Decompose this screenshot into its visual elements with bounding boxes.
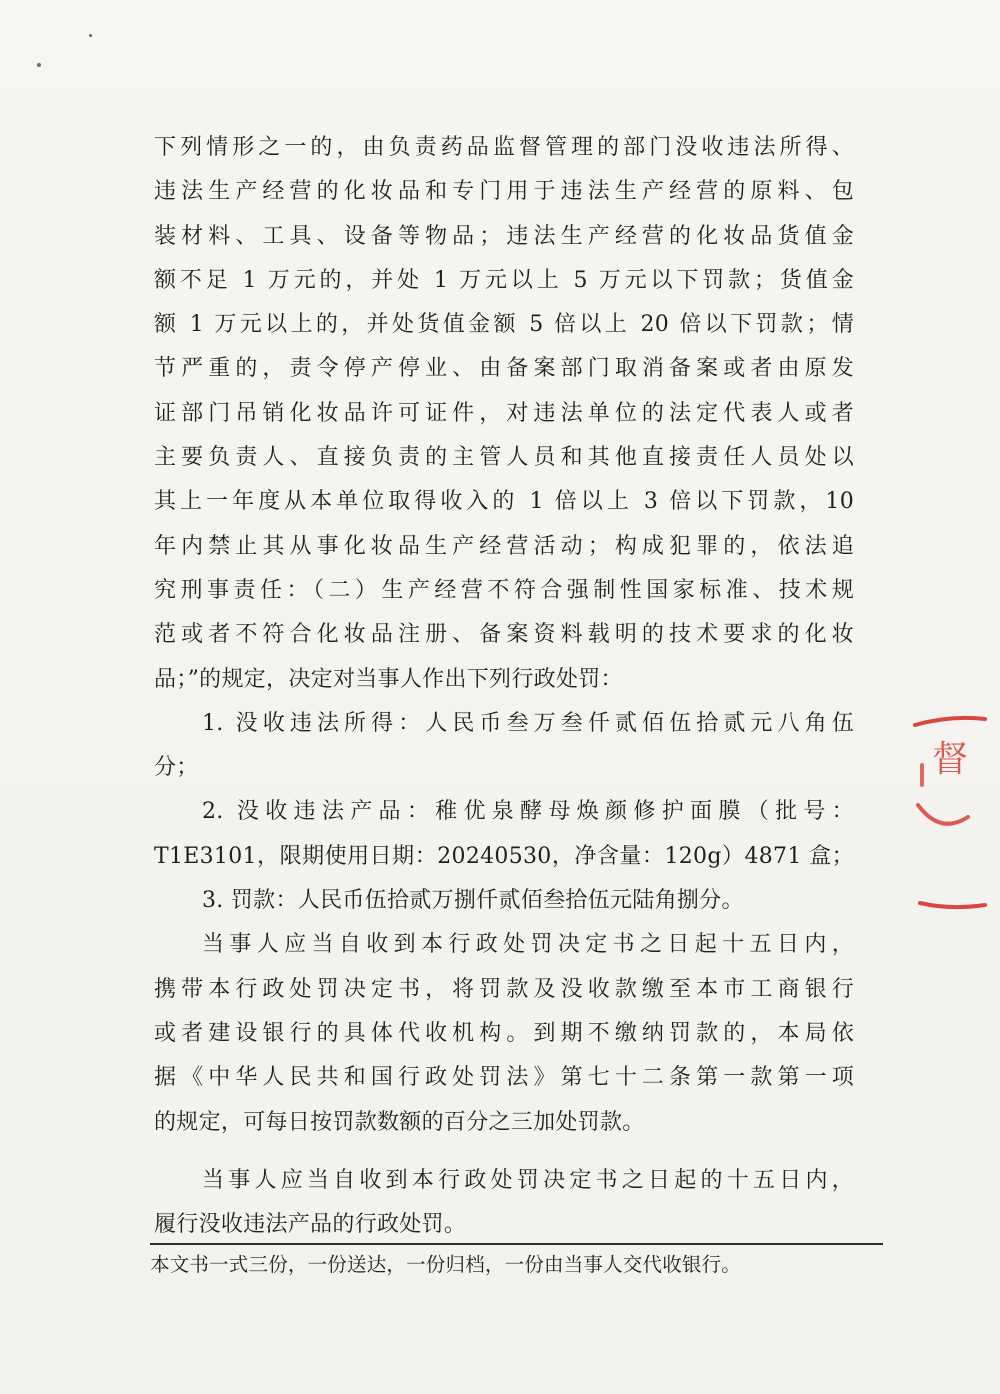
body-line: 额不足 1 万元的，并处 1 万元以上 5 万元以下罚款；货值金 [154,267,854,293]
body-line: 主要负责人、直接负责的主管人员和其他直接责任人员处以 [154,445,854,471]
body-line: 携带本行政处罚决定书，将罚款及没收款缴至本市工商银行 [154,976,854,1002]
body-line: 范或者不符合化妆品注册、备案资料载明的技术要求的化妆 [154,622,854,648]
footer-note: 本文书一式三份，一份送达，一份归档，一份由当事人交代收银行。 [150,1253,742,1276]
document-body [154,126,854,1247]
body-line: 分； [154,755,199,781]
penalty-item-1: 1. 没收违法所得：人民币叁万叁仟贰佰伍拾贰元八角伍 [202,710,854,736]
body-line: 履行没收违法产品的行政处罚。 [154,1212,467,1238]
body-line: T1E3101，限期使用日期：20240530，净含量：120g）4871 盒； [154,843,854,869]
body-line: 或者建设银行的具体代收机构。到期不缴纳罚款的，本局依 [154,1020,854,1046]
footer-divider [150,1243,883,1245]
body-line: 据《中华人民共和国行政处罚法》第七十二条第一款第一项 [154,1065,854,1091]
scan-speck [89,34,92,37]
official-seal [910,705,1000,920]
body-line: 年内禁止其从事化妆品生产经营活动；构成犯罪的，依法追 [154,533,854,559]
payment-paragraph: 当事人应当自收到本行政处罚决定书之日起十五日内， [202,932,854,958]
body-line: 额 1 万元以上的，并处货值金额 5 倍以上 20 倍以下罚款；情 [154,312,854,338]
body-line: 节严重的，责令停产停业、由备案部门取消备案或者由原发 [154,356,854,382]
body-line: 违法生产经营的化妆品和专门用于违法生产经营的原料、包 [154,179,854,205]
body-line: 证部门吊销化妆品许可证件，对违法单位的法定代表人或者 [154,400,854,426]
body-line: 究刑事责任：（二）生产经营不符合强制性国家标准、技术规 [154,577,854,603]
body-line: 装材料、工具、设备等物品；违法生产经营的化妆品货值金 [154,223,854,249]
penalty-item-2: 2. 没收违法产品：稚优泉酵母焕颜修护面膜（批号： [202,799,854,825]
penalty-item-3: 3. 罚款：人民币伍拾贰万捌仟贰佰叁拾伍元陆角捌分。 [202,888,744,914]
body-line: 品；”的规定，决定对当事人作出下列行政处罚： [154,666,623,692]
body-line: 下列情形之一的，由负责药品监督管理的部门没收违法所得、 [154,135,854,160]
execution-paragraph: 当事人应当自收到本行政处罚决定书之日起的十五日内， [202,1167,854,1193]
seal-character: 督 [932,739,969,780]
body-line: 其上一年度从本单位取得收入的 1 倍以上 3 倍以下罚款，10 [154,489,854,515]
body-line: 的规定，可每日按罚款数额的百分之三加处罚款。 [154,1109,645,1135]
scan-speck [37,63,41,67]
